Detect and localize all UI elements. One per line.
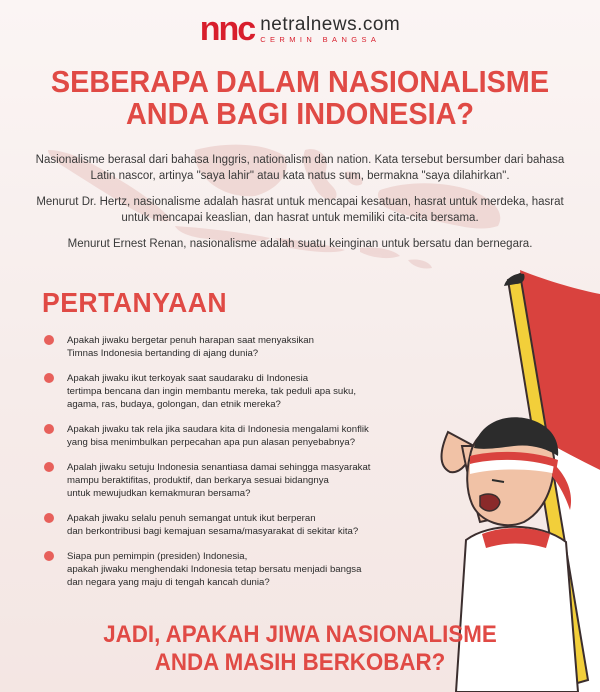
logo-tagline: CERMIN BANGSA <box>260 34 381 44</box>
bullet-dot-icon <box>44 462 54 472</box>
bullet-dot-icon <box>44 551 54 561</box>
intro-paragraph-3: Menurut Ernest Renan, nasionalisme adalah suatu keinginan untuk bersatu dan bernegara. <box>67 238 533 250</box>
question-text: Apakah jiwaku tak rela jika saudara kita di Indonesia mengalami konflik yang bisa menimbulkan perpecahan apa pun alasan penyebabnya? <box>67 424 369 448</box>
section-title: PERTANYAAN <box>42 287 228 318</box>
closing-question <box>21 621 579 677</box>
question-item <box>42 423 382 449</box>
intro-paragraph-1: Nasionalisme berasal dari bahasa Inggris, nationalism dan nation. Kata tersebut bersumber dari bahasa Latin nascor, artinya "saya lahir" atau kata natus sum, bermakna "saya dilahirkan". <box>35 154 565 182</box>
question-text: Apalah jiwaku setuju Indonesia senantiasa damai sehingga masyarakat mampu beraktifitas, produktif, dan berkarya sesuai bidangnya untuk mewujudkan kemakmuran bersama? <box>67 462 371 499</box>
question-list <box>42 334 382 589</box>
logo-site-name: netralnews.com <box>260 13 401 35</box>
closing-line-2: ANDA MASIH BERKOBAR? <box>154 649 446 676</box>
bullet-dot-icon <box>44 424 54 434</box>
bullet-dot-icon <box>44 513 54 523</box>
question-item <box>42 512 382 538</box>
question-text: Siapa pun pemimpin (presiden) Indonesia, apakah jiwaku menghendaki Indonesia tetap bersatu menjadi bangsa dan negara yang maju di tengah kancah dunia? <box>67 551 362 588</box>
intro-paragraph-2: Menurut Dr. Hertz, nasionalisme adalah hasrat untuk mencapai kesatuan, hasrat untuk merdeka, hasrat untuk mencapai keaslian, dan hasrat untuk memiliki cita-cita bersama. <box>36 196 564 224</box>
question-text: Apakah jiwaku selalu penuh semangat untuk ikut berperan dan berkontribusi bagi kemajuan sesama/masyarakat di sekitar kita? <box>67 513 359 537</box>
question-item <box>42 334 382 360</box>
headline-line-1: SEBERAPA DALAM NASIONALISME <box>50 64 550 99</box>
headline <box>21 66 579 130</box>
question-text: Apakah jiwaku ikut terkoyak saat saudaraku di Indonesia tertimpa bencana dan ingin membantu mereka, tak peduli apa suku, agama, ras, budaya, golongan, dan etnik mereka? <box>67 373 357 410</box>
logo-mark: nnc <box>199 10 255 48</box>
question-item <box>42 372 382 411</box>
question-text: Apakah jiwaku bergetar penuh harapan saat menyaksikan Timnas Indonesia bertanding di ajang dunia? <box>67 335 314 359</box>
bullet-dot-icon <box>44 373 54 383</box>
question-item <box>42 461 382 500</box>
netralnews-logo <box>0 12 600 46</box>
bullet-dot-icon <box>44 335 54 345</box>
closing-line-1: JADI, APAKAH JIWA NASIONALISME <box>103 621 497 648</box>
intro-text <box>34 153 566 264</box>
headline-line-2: ANDA BAGI INDONESIA? <box>125 96 475 131</box>
question-item <box>42 550 382 589</box>
